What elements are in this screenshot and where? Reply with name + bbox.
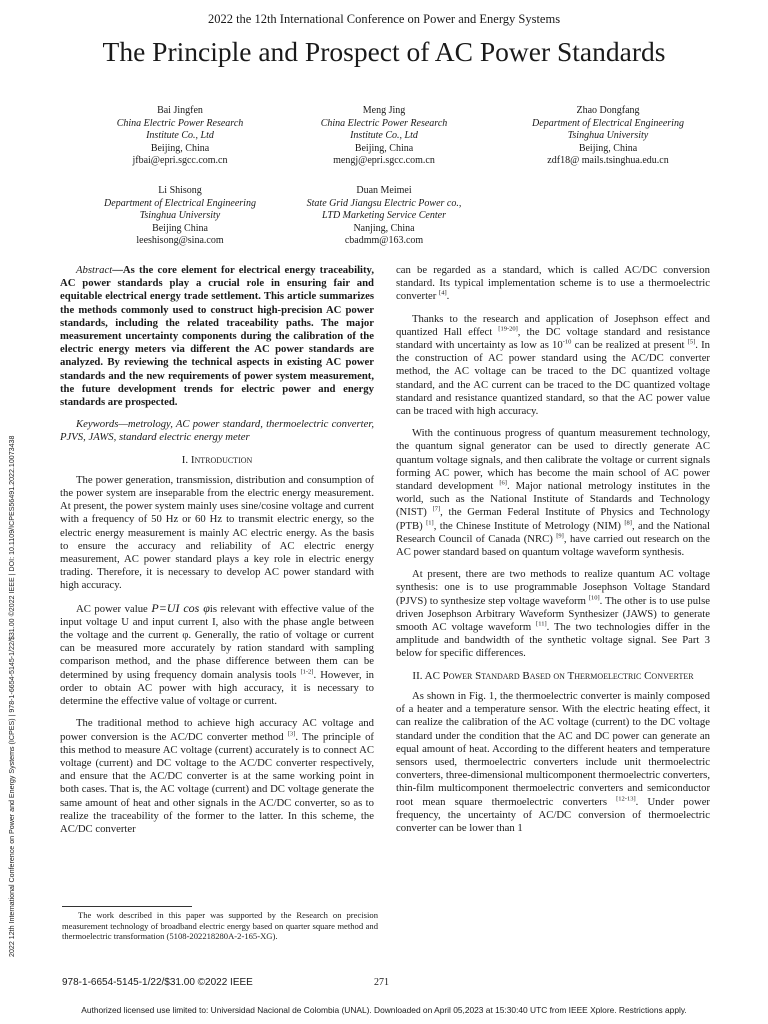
author-affiliation: Department of Electrical Engineering <box>532 117 684 129</box>
author-email: zdf18@ mails.tsinghua.edu.cn <box>547 155 669 167</box>
author-affiliation: LTD Marketing Service Center <box>322 210 446 222</box>
text-run: . The principle of this method to measure AC voltage (current) accurately is to connect AC voltage (current) and DC voltage to the AC/DC converter respectively, and ensure that the AC/DC converter is at the same working point in both cases. That is, the AC voltage (current) and DC voltage generate the same amount of heat and other signals in the AC/DC converter, so as to realize the traceability of the former to the latter. In this scheme, the AC/DC converter <box>60 730 374 835</box>
author-name: Bai Jingfen <box>157 105 203 116</box>
paragraph <box>396 427 710 559</box>
paragraph <box>396 568 710 660</box>
text-run: can be regarded as a standard, which is called AC/DC conversion standard. Its typical implementation scheme is to use a thermoelectric converter <box>396 264 710 303</box>
author-email: leeshisong@sina.com <box>136 235 224 247</box>
citation: [19-20] <box>498 325 518 333</box>
author-affiliation: China Electric Power Research <box>320 117 448 129</box>
exponent: -10 <box>562 338 572 346</box>
text-run: . In the construction of AC power standard using the AC/DC converter method, the AC voltage can be traced to the DC quantized voltage standard, and the AC current can be traced to the DC quantized voltage standard and resistance quantized standard, so that the AC power value can be traced with high accuracy. <box>396 339 710 418</box>
text-run: can be realized at present <box>571 339 688 352</box>
text-run: Thanks to the research and application of Josephson effect and quantized Hall effect <box>396 312 710 338</box>
text-run: , the German Federal Institute of Physics and Technology (PTB) <box>396 506 710 532</box>
footnote-divider <box>62 906 192 907</box>
author-city: Beijing, China <box>150 142 210 154</box>
text-run: is relevant with effective value of the input voltage U and input current I, also with the phase angle between the voltage and the current φ. Generally, the ratio of voltage or current can be measured more accurately by ration standard with sampling comparison method, and the phase difference between them can be determined by using frequency domain analysis tools <box>60 602 374 681</box>
paragraph <box>396 313 710 419</box>
citation: [7] <box>432 505 441 513</box>
author-name: Meng Jing <box>362 105 406 116</box>
paragraph <box>60 717 374 836</box>
author-name: Li Shisong <box>158 185 202 196</box>
citation: [4] <box>439 289 447 297</box>
author-city: Beijing, China <box>578 142 638 154</box>
citation: [5] <box>687 338 696 346</box>
author-affiliation: Tsinghua University <box>139 210 221 222</box>
left-column <box>60 264 374 845</box>
citation: [3] <box>287 729 296 737</box>
abstract-dash: — <box>112 264 123 276</box>
author-block <box>259 105 509 168</box>
author-affiliation: Tsinghua University <box>567 130 649 142</box>
abstract-label: Abstract <box>76 264 113 276</box>
citation: [1] <box>426 519 434 527</box>
abstract <box>60 264 374 409</box>
text-run: , and the National Research Council of Canada (NRC) <box>396 519 711 545</box>
power-formula: P=UI cos φ <box>151 600 210 615</box>
text-run: . Under power frequency, the uncertainty of AC/DC conversion of thermoelectric converter can be lower than 1 <box>396 795 710 834</box>
page-number: 271 <box>374 977 389 988</box>
text-run: With the continuous progress of quantum measurement technology, the quantum signal generator can be used to directly generate AC quantum voltage signals, and then calibrate the voltage or current signals forming AC power, which has become the main school of AC power standard development <box>396 427 710 493</box>
text-run: . Major national metrology institutes in the world, such as the National Institute of Standards and Technology (NIST) <box>396 480 710 519</box>
citation: [1-2] <box>300 668 314 676</box>
citation: [9] <box>556 532 564 540</box>
author-affiliation: State Grid Jiangsu Electric Power co., <box>306 197 462 209</box>
text-run: . However, in order to obtain AC power with high accuracy, it is necessary to determine the effective value of voltage or current. <box>60 668 375 708</box>
section-heading-thermoelectric: II. AC Power Standard Based on Thermoelectric Converter <box>412 669 694 682</box>
text-run: . The other is to use pulse driven Josephson Arbitrary Waveform Synthesizer (JAWS) to generate smooth AC voltage waveform <box>396 594 710 634</box>
text-run: At present, there are two methods to realize quantum AC voltage synthesis: one is to use programmable Josephson Voltage Standard (PJVS) to synthesize step voltage waveform <box>396 568 710 607</box>
text-run: The traditional method to achieve high accuracy AC voltage and power conversion is the AC/DC converter method <box>60 717 374 743</box>
author-name: Duan Meimei <box>356 185 412 196</box>
text-run: , the Chinese Institute of Metrology (NIM) <box>433 519 625 532</box>
author-email: jfbai@epri.sgcc.com.cn <box>132 155 228 167</box>
doi-sidebar <box>2 300 14 965</box>
keywords: Keywords—metrology, AC power standard, thermoelectric converter, PJVS, JAWS, standard electric energy meter <box>60 418 374 444</box>
text-run: . The two technologies differ in the amplitude and bandwidth of the synthetic voltage signal. See Part 3 below for specific differences. <box>396 621 710 660</box>
right-column <box>396 264 710 844</box>
text-run: , the DC voltage standard and resistance standard with uncertainty as low as 10 <box>396 325 710 352</box>
paragraph <box>396 264 710 304</box>
text-run: . <box>446 290 450 303</box>
author-name: Zhao Dongfang <box>576 105 640 116</box>
conference-name: 2022 the 12th International Conference on Power and Energy Systems <box>207 12 561 26</box>
isbn-copyright: 978-1-6654-5145-1/22/$31.00 ©2022 IEEE <box>62 977 253 988</box>
citation: [10] <box>588 594 600 602</box>
paper-title: The Principle and Prospect of AC Power Standards <box>102 36 666 67</box>
text-run: AC power value <box>76 602 152 615</box>
section-heading-introduction: I. Introduction <box>181 453 253 466</box>
paragraph: The power generation, transmission, distribution and consumption of the power system are inseparable from the electric energy measurement. At present, the power system mainly uses sine/cosine voltage and current with a frequency of 50 Hz or 60 Hz to transmit electric energy, so the electric energy measurement is mainly AC electric energy. As the basis to ensure the accuracy and reliability of AC electric energy measurement, AC power standard plays a key role in electric energy trading. Therefore, it is necessary to develop AC power standard with high accuracy. <box>60 473 374 592</box>
author-city: Beijing China <box>152 222 208 234</box>
license-notice: Authorized licensed use limited to: Universidad Nacional de Colombia (UNAL). Downloaded on April 05,2023 at 15:30:40 UTC from IEEE Xplore. Restrictions apply. <box>81 1005 687 1015</box>
doi-line: 2022 12th International Conference on Power and Energy Systems (ICPES) | 978-1-6654-5145-1/22/$31.00 ©2022 IEEE | DOI: 10.1109/ICPES56491.2022.10073438 <box>8 435 16 957</box>
author-block <box>259 185 509 248</box>
author-email: mengj@epri.sgcc.com.cn <box>333 155 435 167</box>
citation: [11] <box>536 620 547 628</box>
author-block <box>483 105 733 168</box>
paragraph <box>396 690 710 835</box>
citation: [8] <box>624 519 632 527</box>
citation: [12-13] <box>616 794 636 802</box>
citation: [6] <box>499 479 507 487</box>
author-city: Beijing, China <box>354 142 414 154</box>
author-city: Nanjing, China <box>353 222 415 234</box>
author-affiliation: Institute Co., Ltd <box>146 130 214 142</box>
text-run: , have carried out research on the AC power standard based on quantum voltage waveform synthesis. <box>396 532 710 559</box>
author-affiliation: Department of Electrical Engineering <box>104 197 256 209</box>
author-email: cbadmm@163.com <box>344 235 424 247</box>
footnote: The work described in this paper was supported by the Research on precision measurement technology of broadband electric energy based on quarter square method and thermoelectric transformation (5108-202218280A-2-165-XG). <box>62 910 378 942</box>
abstract-text: As the core element for electrical energy traceability, AC power standards play a crucial role in ensuring fair and equitable electrical energy trade settlement. This article summarizes the methods commonly used to construct high-precision AC power standards, including the related traceability paths. The major measurement uncertainty components during the calibration of the electric energy meters via different the AC power standards are analyzed. By reviewing the technical aspects in existing AC power standards and the new requirements of power system measurement, the future development trends for electric power and energy standards are prospected. <box>60 264 374 409</box>
text-run: As shown in Fig. 1, the thermoelectric converter is mainly composed of a heater and a temperature sensor. With the electric heating effect, it can realize the calibration of the AC voltage (current) to the DC voltage standard under the condition that the AC and DC power can generate an equal amount of heat. According to the different heaters and temperature sensors used, thermoelectric converters include unit thermoelectric converters, three-dimensional multicomponent thermoelectric converters, thin-film multicomponent thermoelectric converters and semiconductor root mean square thermoelectric converters <box>396 689 710 808</box>
author-affiliation: China Electric Power Research <box>116 117 244 129</box>
author-affiliation: Institute Co., Ltd <box>350 130 418 142</box>
paragraph <box>60 602 374 709</box>
